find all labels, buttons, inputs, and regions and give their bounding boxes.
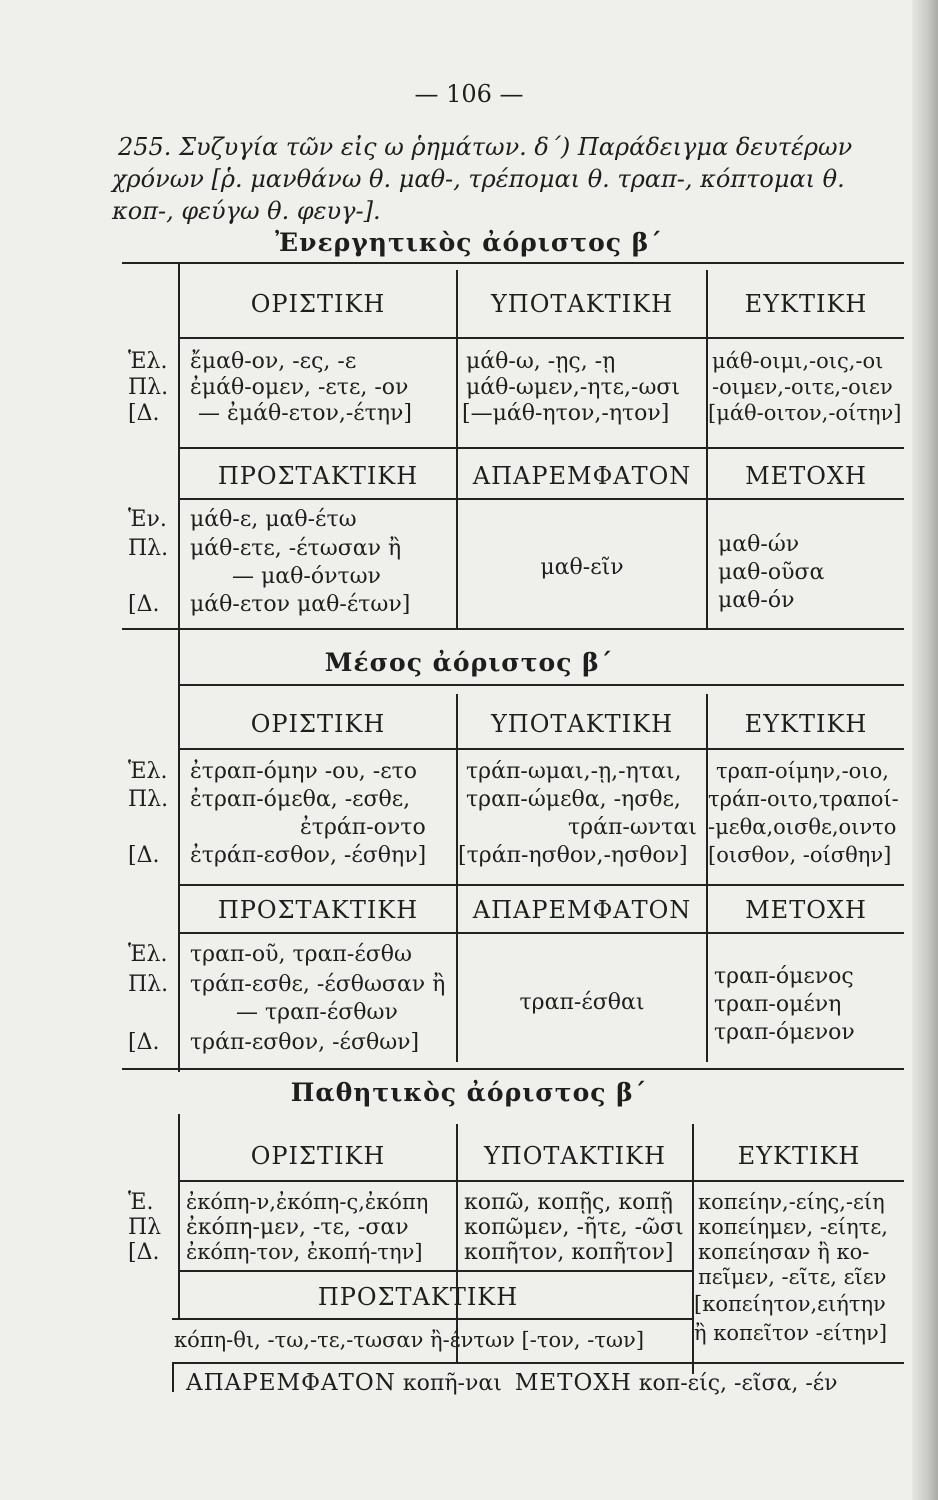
- cell-text: τραπ-ώμεθα, -ησθε,: [466, 787, 681, 812]
- cell-text: τράπ-ωμαι,-ῃ,-ηται,: [466, 759, 682, 784]
- aparemfaton-label: ΑΠΑΡΕΜΦΑΤΟΝ: [186, 1370, 396, 1396]
- rule: [178, 447, 904, 449]
- section-title-middle: Μέσος ἀόριστος β΄: [324, 648, 614, 677]
- cell-text: τράπ-εσθον, -έσθων]: [190, 1030, 420, 1055]
- rule: [178, 932, 904, 934]
- rule: [172, 1362, 904, 1364]
- page-number: — 106 —: [414, 80, 524, 108]
- cell-text: μαθ-εῖν: [540, 555, 624, 580]
- cell-text: [μάθ-οιτον,-οίτην]: [708, 401, 902, 425]
- aparemfaton-form: κοπῆ-ναι: [402, 1371, 502, 1396]
- cell-text: ἐτράπ-οντο: [300, 815, 426, 840]
- cell-text: κοπῆτον, κοπῆτον]: [464, 1240, 674, 1265]
- row-label: Πλ.: [128, 972, 169, 997]
- rule: [122, 262, 904, 264]
- rule: [178, 684, 904, 686]
- row-label: [Δ.: [128, 401, 160, 426]
- rule: [122, 628, 904, 630]
- cell-text: ἐτραπ-όμεθα, -εσθε,: [190, 787, 411, 812]
- cell-text: τράπ-εσθε, -έσθωσαν ἢ: [190, 972, 446, 997]
- row-label: [Δ.: [128, 1240, 160, 1265]
- cell-text: μάθ-οιμι,-οις,-οι: [712, 349, 884, 373]
- cell-text: κοπῶμεν, -ῆτε, -ῶσι: [464, 1215, 684, 1240]
- cell-text: -μεθα,οισθε,οιντο: [708, 815, 897, 839]
- cell-text: τράπ-ωνται: [568, 815, 697, 840]
- cell-text: κοπείημεν, -είητε,: [698, 1215, 888, 1239]
- cell-text: [οισθον, -οίσθην]: [708, 843, 892, 867]
- header-oristiki: ΟΡΙΣΤΙΚΗ: [250, 290, 386, 318]
- header-euktiki: ΕΥΚΤΙΚΗ: [744, 710, 868, 738]
- row-label: Ἑ.: [128, 1190, 154, 1215]
- cell-text: μαθ-όν: [718, 588, 795, 613]
- intro-line-2: χρόνων [ῥ. μανθάνω θ. μαθ-, τρέπομαι θ. τραπ-, κόπτομαι θ.: [112, 165, 845, 193]
- infinitive-participle-line: [186, 1370, 838, 1396]
- metochi-label: ΜΕΤΟΧΗ: [514, 1370, 632, 1396]
- header-prostaktiki: ΠΡΟΣΤΑΚΤΙΚΗ: [317, 1283, 519, 1311]
- header-prostaktiki: ΠΡΟΣΤΑΚΤΙΚΗ: [217, 896, 419, 924]
- cell-text: — ἐμάθ-ετον,-έτην]: [198, 401, 412, 426]
- row-label: Πλ: [128, 1215, 162, 1240]
- rule: [178, 748, 904, 750]
- header-metochi: ΜΕΤΟΧΗ: [745, 462, 867, 490]
- cell-text: μάθ-ω, -ῃς, -ῃ: [466, 349, 616, 374]
- row-label: Ἑλ.: [128, 942, 168, 967]
- cell-text: ἢ κοπεῖτον -είτην]: [694, 1321, 888, 1345]
- section-title-active: Ἐνεργητικὸς ἀόριστος β΄: [275, 228, 663, 257]
- row-label: Ἑλ.: [128, 349, 168, 374]
- cell-text: ἐκόπη-τον, ἐκοπή-την]: [186, 1240, 423, 1264]
- cell-text: κοπείην,-είης,-είη: [698, 1190, 885, 1214]
- cell-text: τράπ-οιτο,τραποί-: [708, 787, 899, 811]
- header-ypotaktiki: ΥΠΟΤΑΚΤΙΚΗ: [483, 1142, 667, 1170]
- cell-text: [—μάθ-ητον,-ητον]: [462, 401, 670, 426]
- cell-text: τραπ-όμενος: [714, 964, 854, 989]
- cell-text: τραπ-έσθαι: [519, 990, 645, 1015]
- metochi-forms: κοπ-είς, -εῖσα, -έν: [638, 1371, 838, 1396]
- cell-text: τραπ-οῦ, τραπ-έσθω: [190, 942, 412, 967]
- cell-text: ἔμαθ-ον, -ες, -ε: [190, 349, 357, 374]
- rule: [172, 1318, 692, 1320]
- rule: [178, 1270, 692, 1272]
- cell-text: ἐτράπ-εσθον, -έσθην]: [190, 843, 427, 868]
- intro-line-3: κοπ-, φεύγω θ. φευγ-].: [112, 197, 381, 225]
- header-oristiki: ΟΡΙΣΤΙΚΗ: [250, 1142, 386, 1170]
- cell-text: πεῖμεν, -εῖτε, εῖεν: [698, 1265, 887, 1289]
- cell-text: [τράπ-ησθον,-ησθον]: [458, 843, 688, 868]
- row-label: Πλ.: [128, 536, 169, 561]
- cell-text: -οιμεν,-οιτε,-οιεν: [712, 375, 893, 399]
- row-label: [Δ.: [128, 1030, 160, 1055]
- cell-text: τραπ-όμενον: [714, 1020, 855, 1045]
- cell-text: — τραπ-έσθων: [236, 1000, 398, 1025]
- header-prostaktiki: ΠΡΟΣΤΑΚΤΙΚΗ: [217, 462, 419, 490]
- cell-text: ἐμάθ-ομεν, -ετε, -ον: [190, 375, 409, 400]
- header-ypotaktiki: ΥΠΟΤΑΚΤΙΚΗ: [490, 710, 674, 738]
- row-label: Πλ.: [128, 375, 169, 400]
- header-aparemfaton: ΑΠΑΡΕΜΦΑΤΟΝ: [472, 462, 692, 490]
- cell-text: τραπ-οίμην,-οιο,: [716, 759, 889, 783]
- section-title-passive: Παθητικὸς ἀόριστος β΄: [290, 1078, 648, 1107]
- cell-text: ἐκόπη-μεν, -τε, -σαν: [186, 1215, 409, 1240]
- header-metochi: ΜΕΤΟΧΗ: [745, 896, 867, 924]
- cell-text: [κοπείητον,ειήτην: [694, 1292, 886, 1316]
- cell-text: — μαθ-όντων: [232, 564, 381, 589]
- cell-text: τραπ-ομένη: [714, 992, 842, 1017]
- header-ypotaktiki: ΥΠΟΤΑΚΤΙΚΗ: [490, 290, 674, 318]
- cell-text: ἐκόπη-ν,ἐκόπη-ς,ἐκόπη: [186, 1190, 429, 1214]
- header-oristiki: ΟΡΙΣΤΙΚΗ: [250, 710, 386, 738]
- cell-text: κόπη-θι, -τω,-τε,-τωσαν ἢ-έντων [-τον, -των]: [174, 1328, 645, 1352]
- cell-text: κοπείησαν ἢ κο-: [698, 1240, 870, 1264]
- row-label: Ἑν.: [128, 507, 167, 532]
- cell-text: ἐτραπ-όμην -ου, -ετο: [190, 759, 418, 784]
- header-aparemfaton: ΑΠΑΡΕΜΦΑΤΟΝ: [472, 896, 692, 924]
- cell-text: μάθ-ετε, -έτωσαν ἢ: [190, 536, 402, 561]
- rule: [178, 884, 904, 886]
- page-edge-shadow: [912, 0, 938, 1500]
- column-rule: [172, 1362, 174, 1392]
- cell-text: μάθ-ωμεν,-ητε,-ωσι: [466, 375, 681, 400]
- rule: [178, 1180, 904, 1182]
- cell-text: μαθ-οῦσα: [718, 560, 825, 585]
- cell-text: μαθ-ών: [718, 532, 800, 557]
- row-label: Ἑλ.: [128, 759, 168, 784]
- column-rule: [706, 270, 708, 630]
- rule: [178, 337, 904, 339]
- cell-text: κοπῶ, κοπῇς, κοπῇ: [464, 1190, 673, 1215]
- header-euktiki: ΕΥΚΤΙΚΗ: [744, 290, 868, 318]
- row-label: Πλ.: [128, 787, 169, 812]
- row-label: [Δ.: [128, 592, 160, 617]
- row-label: [Δ.: [128, 843, 160, 868]
- cell-text: μάθ-ε, μαθ-έτω: [190, 507, 357, 532]
- cell-text: μάθ-ετον μαθ-έτων]: [190, 592, 411, 617]
- rule: [122, 1068, 904, 1070]
- rule: [178, 498, 904, 500]
- intro-line-1: 255. Συζυγία τῶν εἰς ω ῥημάτων. δ΄) Παράδειγμα δευτέρων: [118, 133, 853, 161]
- header-euktiki: ΕΥΚΤΙΚΗ: [737, 1142, 861, 1170]
